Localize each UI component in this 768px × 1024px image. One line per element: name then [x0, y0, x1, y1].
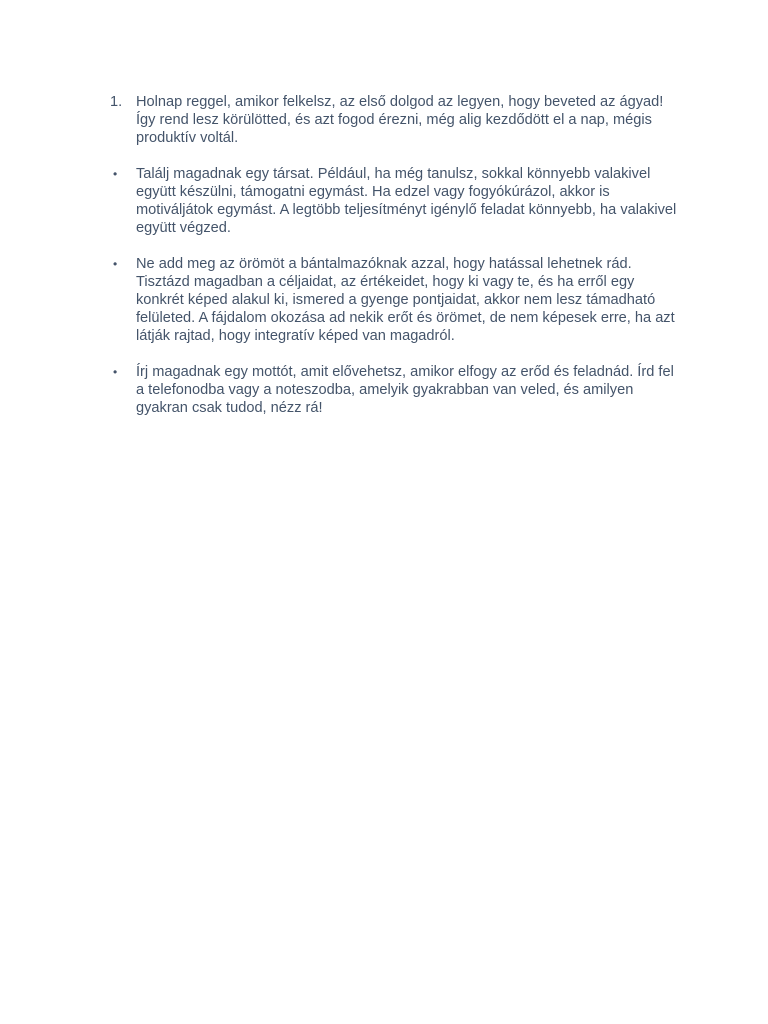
document-list [110, 93, 680, 435]
list-item [110, 255, 680, 345]
list-item-text: Írj magadnak egy mottót, amit elővehetsz, amikor elfogy az erőd és feladnád. Írd fel a telefonodba vagy a noteszodba, amelyik gyakrabban van veled, és amilyen gyakran csak tudod, nézz rá! [136, 364, 674, 416]
bullet-icon: • [113, 257, 118, 271]
list-item-text: Találj magadnak egy társat. Például, ha még tanulsz, sokkal könnyebb valakivel együtt készülni, támogatni egymást. Ha edzel vagy fogyókúrázol, akkor is motiváljátok egymást. A legtöbb teljesítményt igénylő feladat könnyebb, ha valakivel együtt végzed. [136, 166, 677, 236]
list-item [110, 93, 680, 147]
list-number: 1. [110, 94, 123, 110]
list-item [110, 363, 680, 417]
bullet-icon: • [113, 167, 118, 181]
list-item [110, 165, 680, 237]
list-item-text: Ne add meg az örömöt a bántalmazóknak azzal, hogy hatással lehetnek rád. Tisztázd magadban a céljaidat, az értékeidet, hogy ki vagy te, és ha erről egy konkrét képed alakul ki, ismered a gyenge pontjaidat, akkor nem lesz támadható felületed. A fájdalom okozása ad nekik erőt és örömet, de nem képesek erre, ha azt látják rajtad, hogy integratív képed van magadról. [136, 256, 675, 344]
list-item-text: Holnap reggel, amikor felkelsz, az első dolgod az legyen, hogy beveted az ágyad! Így rend lesz körülötted, és azt fogod érezni, még alig kezdődött el a nap, mégis produktív voltál. [136, 94, 664, 146]
bullet-icon: • [113, 365, 118, 379]
